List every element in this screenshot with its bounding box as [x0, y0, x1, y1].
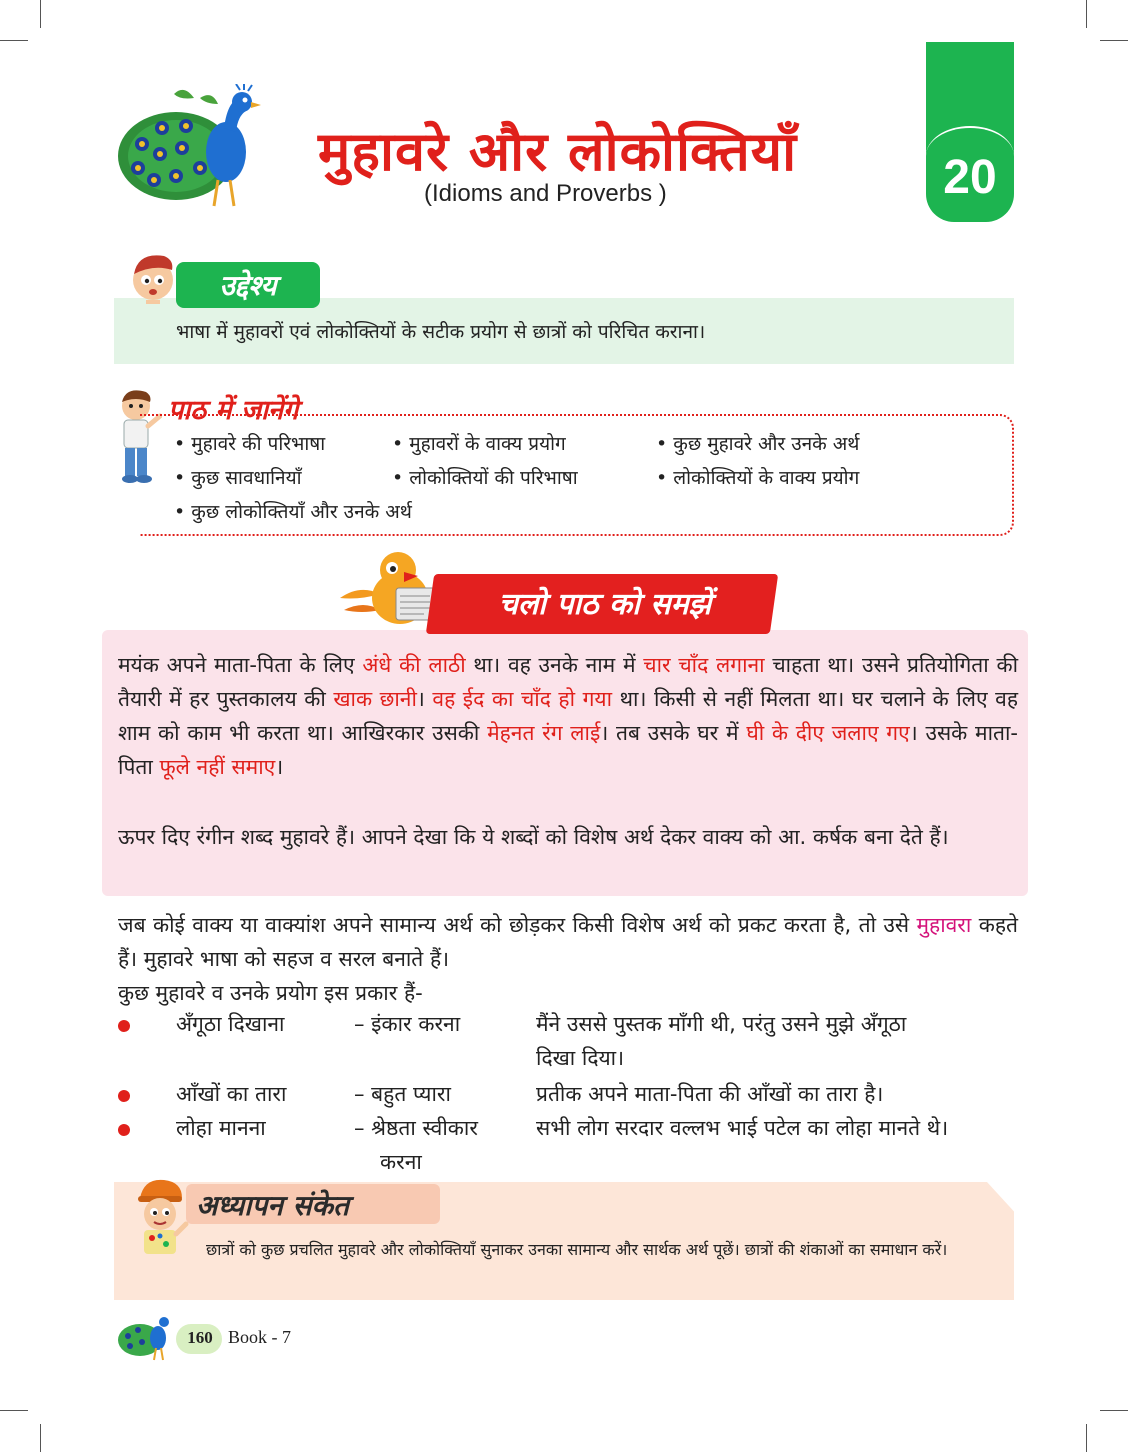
learn-item: • मुहावरे की परिभाषा [174, 433, 326, 455]
peacock-illustration [114, 84, 284, 216]
passage-text: । [416, 687, 433, 711]
bird-reading-icon [336, 548, 442, 634]
idiom-usage: मैंने उससे पुस्तक माँगी थी, परंतु उसने मुझे अँगूठा [536, 1012, 907, 1036]
idiom-highlight: वह ईद का चाँद हो गया [432, 687, 613, 711]
book-label: Book - 7 [228, 1327, 291, 1347]
learn-heading: पाठ में जानेंगे [168, 395, 299, 426]
idiom-highlight: चार चाँद लगाना [643, 653, 765, 677]
idiom-highlight: खाक छानी [333, 687, 417, 711]
idiom-highlight: फूले नहीं समाए [159, 755, 276, 779]
teacher-note-heading: अध्यापन संकेत [196, 1189, 349, 1222]
idiom-meaning: – इंकार करना [354, 1012, 461, 1036]
definition-term: मुहावरा [916, 913, 972, 937]
passage-explanation: ऊपर दिए रंगीन शब्द मुहावरे हैं। आपने देखा कि ये शब्दों को विशेष अर्थ देकर वाक्य को आ. कर्षक बना देते हैं। [118, 825, 949, 849]
crop-mark [1086, 1424, 1087, 1452]
learn-item-label: कुछ लोकोक्तियाँ और उनके अर्थ [191, 501, 412, 523]
learn-item: • कुछ सावधानियाँ [174, 467, 302, 489]
idiom-definition [118, 908, 1018, 976]
chapter-title: मुहावरे और लोकोक्तियाँ [318, 120, 798, 183]
learn-item-label: कुछ सावधानियाँ [191, 467, 302, 489]
crop-mark [40, 0, 41, 28]
learn-item: • मुहावरों के वाक्य प्रयोग [392, 433, 566, 455]
passage-text: । उसके माता-पिता [118, 721, 1018, 779]
learn-item-label: लोकोक्तियों के वाक्य प्रयोग [673, 467, 860, 489]
learn-item: • कुछ मुहावरे और उनके अर्थ [656, 433, 860, 455]
objective-text: भाषा में मुहावरों एवं लोकोक्तियों के सटीक प्रयोग से छात्रों को परिचित कराना। [176, 321, 706, 343]
idiom-highlight: अंधे की लाठी [362, 653, 466, 677]
definition-text: जब कोई वाक्य या वाक्यांश अपने सामान्य अर्थ को छोड़कर किसी विशेष अर्थ को प्रकट करता है, तो उसे [118, 913, 917, 937]
objective-heading: उद्देश्य [219, 269, 277, 302]
passage-text: । [275, 755, 284, 779]
page-number: 160 [187, 1328, 213, 1347]
chapter-subtitle: (Idioms and Proverbs ) [424, 180, 667, 207]
learn-item-label: लोकोक्तियों की परिभाषा [409, 467, 578, 489]
idiom-highlight: मेहनत रंग लाई [487, 721, 601, 745]
list-bullet [118, 1124, 130, 1136]
lets-understand-heading: चलो पाठ को समझें [498, 587, 712, 622]
list-bullet [118, 1090, 130, 1102]
learn-item-label: मुहावरों के वाक्य प्रयोग [409, 433, 566, 455]
idiom-highlight: घी के दीए जलाए गए [746, 721, 910, 745]
idiom-term: लोहा मानना [176, 1116, 266, 1140]
idiom-meaning: करना [380, 1150, 422, 1174]
idioms-intro: कुछ मुहावरे व उनके प्रयोग इस प्रकार हैं- [118, 981, 423, 1005]
teacher-boy-icon [130, 1176, 190, 1256]
passage-paragraph [118, 648, 1018, 784]
learn-item: • कुछ लोकोक्तियाँ और उनके अर्थ [174, 501, 412, 523]
learn-item-label: कुछ मुहावरे और उनके अर्थ [673, 433, 860, 455]
idiom-meaning: – श्रेष्ठता स्वीकार [354, 1116, 478, 1140]
peacock-small-icon [116, 1312, 178, 1362]
list-bullet [118, 1020, 130, 1032]
idiom-meaning: – बहुत प्यारा [354, 1082, 451, 1106]
idiom-usage: सभी लोग सरदार वल्लभ भाई पटेल का लोहा मानते थे। [536, 1116, 949, 1140]
passage-text: था। किसी से नहीं मिलता था। घर चलाने के लिए वह शाम को काम भी करता था। आखिरकार उसकी [118, 687, 1018, 745]
passage-text: मयंक अपने माता-पिता के लिए [118, 653, 363, 677]
crop-mark [1100, 40, 1128, 41]
idiom-term: अँगूठा दिखाना [176, 1012, 285, 1036]
definition-text: कहते हैं। मुहावरे भाषा को सहज व सरल बनाते हैं। [118, 913, 1018, 971]
learn-item-label: मुहावरे की परिभाषा [191, 433, 326, 455]
crop-mark [1086, 0, 1087, 28]
learn-item: • लोकोक्तियों की परिभाषा [392, 467, 578, 489]
passage-text: था। वह उनके नाम में [465, 653, 644, 677]
crop-mark [1100, 1410, 1128, 1411]
learn-item: • लोकोक्तियों के वाक्य प्रयोग [656, 467, 860, 489]
crop-mark [0, 1410, 28, 1411]
idiom-usage: प्रतीक अपने माता-पिता की आँखों का तारा है। [536, 1082, 884, 1106]
idiom-usage: दिखा दिया। [536, 1046, 625, 1070]
teacher-note-text: छात्रों को कुछ प्रचलित मुहावरे और लोकोक्तियाँ सुनाकर उनका सामान्य और सार्थक अर्थ पूछें। छात्रों की शंकाओं का समाधान करें। [206, 1240, 948, 1259]
idiom-term: आँखों का तारा [176, 1082, 287, 1106]
passage-text: चाहता था। उसने प्रतियोगिता की तैयारी में हर पुस्तकालय की [118, 653, 1019, 711]
boy-face-icon [126, 250, 180, 304]
crop-mark [0, 40, 28, 41]
crop-mark [40, 1424, 41, 1452]
chapter-number: 20 [943, 151, 997, 204]
passage-text: । तब उसके घर में [600, 721, 747, 745]
